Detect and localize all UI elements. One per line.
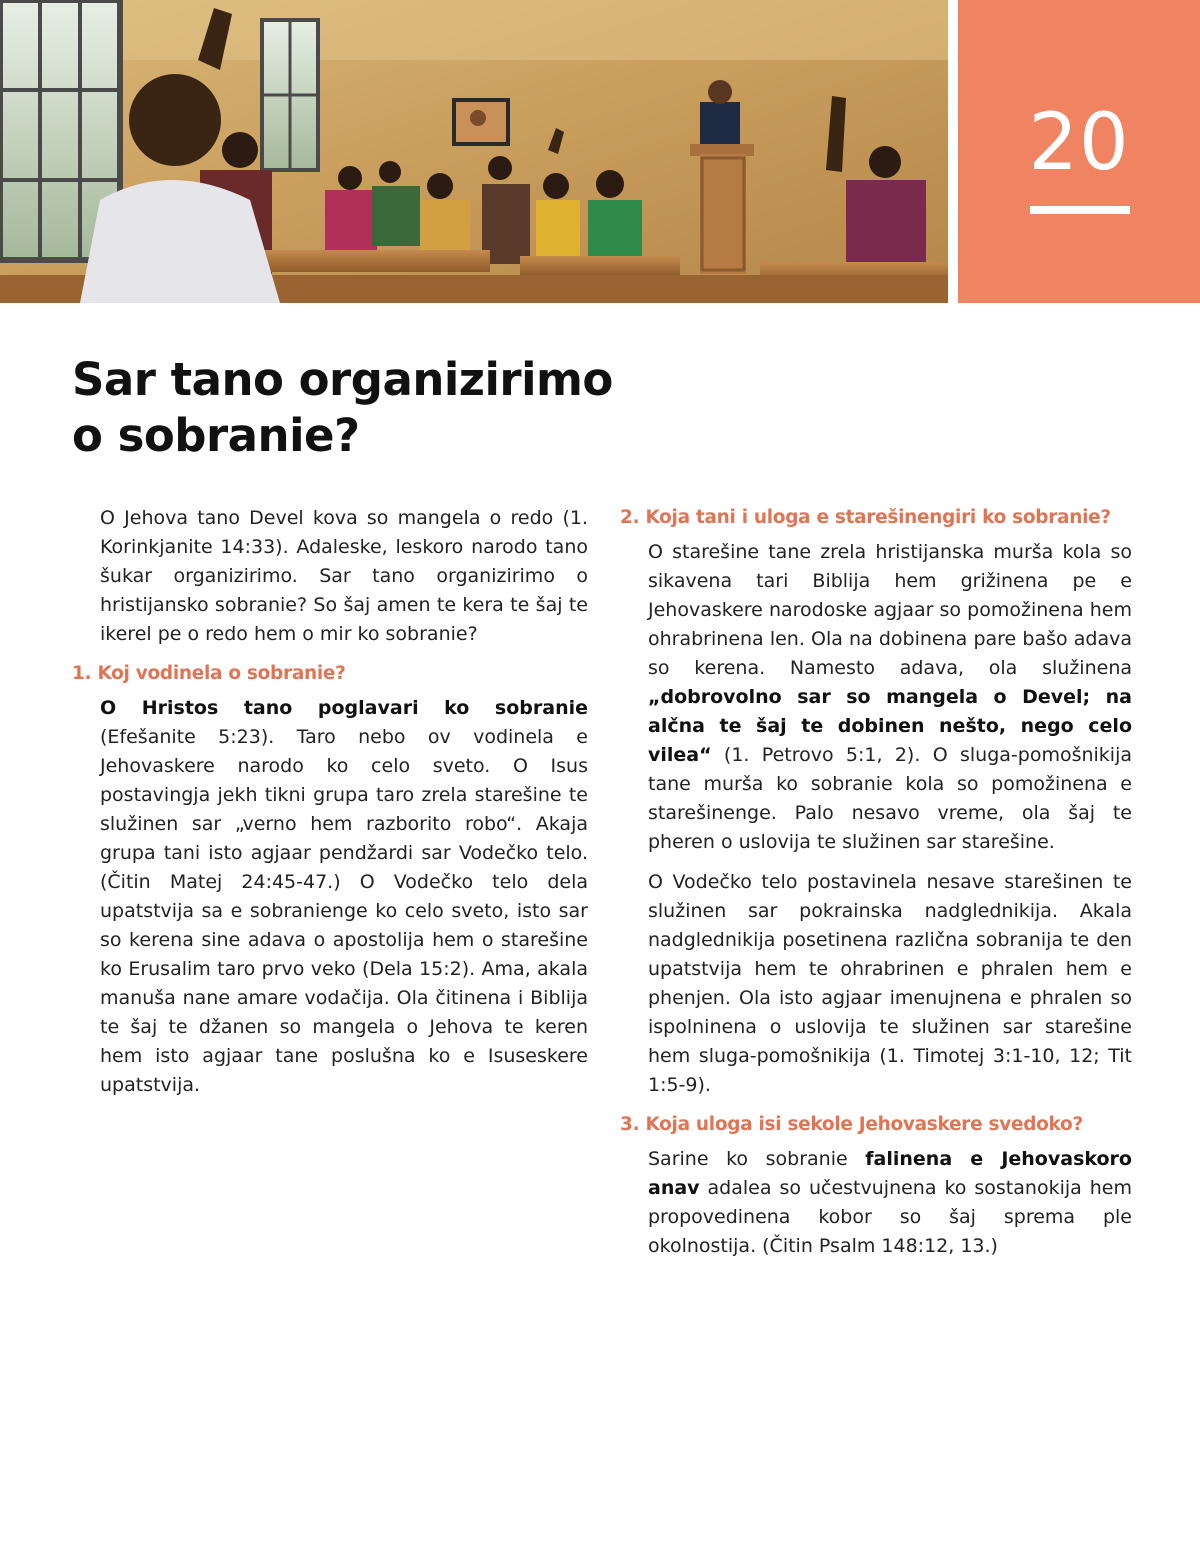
header-divider: [948, 0, 958, 303]
section-3-heading: 3. Koja uloga isi sekole Jehovaskere svedoko?: [620, 1114, 1083, 1135]
section-2-heading: 2. Koja tani i uloga e starešinengiri ko sobranie?: [620, 507, 1111, 528]
section-2-paragraph-2: O Vodečko telo postavinela nesave starešinen te služinen sar pokrainska nadglednikija. Akala nadglednikija posetinena različna sobranija te den upatstvija hem te ohrabrinen e phralen hem e phenjen. Ola isto agjaar imenujnena e phralen so ispolninena o uslovija te služinen sar starešine hem sluga-pomošnikija (1. Timotej 3:1-10, 12; Tit 1:5-9).: [648, 871, 1132, 1096]
page-title-line-2: o sobranie?: [72, 409, 360, 462]
chapter-number: 20: [1028, 98, 1130, 188]
congregation-meeting-photo: [0, 0, 948, 303]
section-3-text-before: Sarine ko sobranie: [648, 1148, 866, 1170]
section-1-bold-text: O Hristos tano poglavari ko sobranie: [100, 697, 588, 719]
chapter-underline: [1030, 206, 1130, 214]
section-2-text-after: (1. Petrovo 5:1, 2). O sluga-pomošnikija tane murša ko sobranie kola so pomožinena e starešinenge. Palo nesavo vreme, ola šaj te pheren o uslovija te služinen sar starešine.: [648, 744, 1132, 853]
section-3-bold-text: falinena e Jehovaskoro anav: [648, 1148, 1132, 1199]
section-3-text-after: adalea so učestvujnena ko sostanokija hem propovedinena kobor so šaj sprema ple okolnostija. (Čitin Psalm 148:12, 13.): [648, 1177, 1132, 1257]
right-column: [620, 504, 1132, 1272]
chapter-badge: [958, 0, 1200, 303]
page-title-line-1: Sar tano organizirimo: [72, 353, 613, 406]
left-column: [72, 504, 588, 1111]
section-2-bold-quote: „dobrovolno sar so mangela o Devel; na alčna te šaj te dobinen nešto, nego celo vilea“: [648, 686, 1132, 766]
section-2-text-before: O starešine tane zrela hristijanska murša kola so sikavena tari Biblija hem grižinena pe e Jehovaskere narodoske agjaar so pomožinena hem ohrabrinena len. Ola na dobinena pare bašo adava so kerena. Namesto adava, ola služinena: [648, 541, 1132, 679]
section-1-text: (Efešanite 5:23). Taro nebo ov vodinela e Jehovaskere narodo ko celo sveto. O Isus postavingja jekh tikni grupa taro zrela starešine te služinen sar „verno hem razborito robo“. Akaja grupa tani isto agjaar pendžardi sar Vodečko telo. (Čitin Matej 24:45-47.) O Vodečko telo dela upatstvija sa e sobranienge ko celo sveto, isto sar so kerena sine adava o apostolija hem o starešine ko Erusalim taro prvo veko (Dela 15:2). Ama, akala manuša nane amare vodačija. Ola čitinena i Biblija te šaj te džanen so mangela o Jehova te keren hem isto agjaar tane poslušna ko e Isuseskere upatstvija.: [100, 726, 588, 1096]
section-1-heading: 1. Koj vodinela o sobranie?: [72, 663, 346, 684]
section-1-paragraph: [72, 694, 588, 1100]
page-title: [72, 352, 692, 464]
section-3-paragraph: [620, 1145, 1132, 1261]
intro-paragraph: O Jehova tano Devel kova so mangela o redo (1. Korinkjanite 14:33). Adaleske, leskoro narodo tano šukar organizirimo. Sar tano organizirimo o hristijansko sobranie? So šaj amen te kera te šaj te ikerel pe o redo hem o mir ko sobranie?: [100, 507, 588, 645]
section-2-paragraph-1: [620, 538, 1132, 857]
